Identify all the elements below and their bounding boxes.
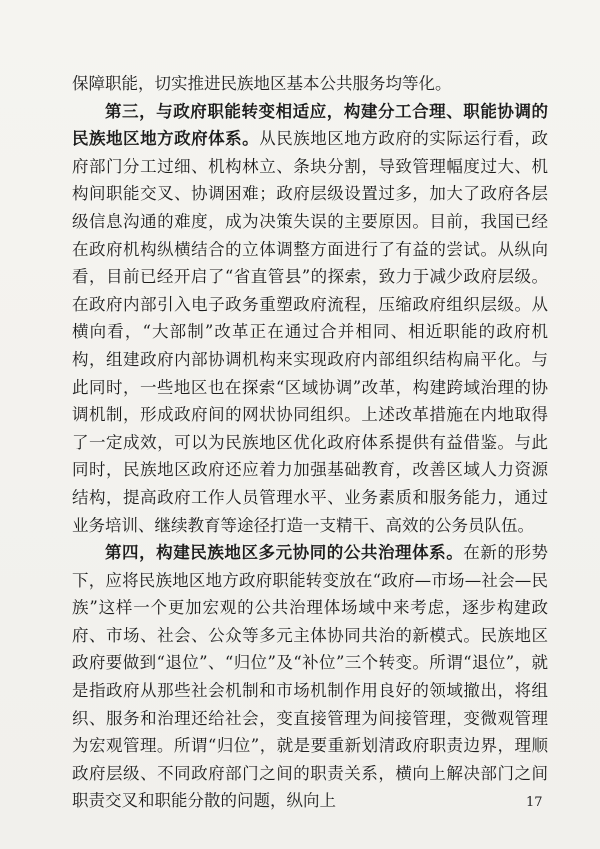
paragraph-1-body: 保障职能，切实推进民族地区基本公共服务均等化。 bbox=[72, 74, 452, 93]
paragraph-3-heading: 第四，构建民族地区多元协同的公共治理体系。 bbox=[105, 543, 464, 563]
paragraph-1 bbox=[72, 70, 548, 98]
body-text bbox=[72, 70, 548, 815]
paragraph-3 bbox=[72, 539, 548, 815]
page-number: 17 bbox=[526, 795, 543, 810]
paragraph-3-body: 在新的形势下，应将民族地区地方政府职能转变放在“政府—市场—社会—民族”这样一个更加宏观的公共治理体场域中来考虑，逐步构建政府、市场、社会、公众等多元主体协同共治的新模式。民族地区政府要做到“退位”、“归位”及“补位”三个转变。所谓“退位”，就是指政府从那些社会机制和市场机制作用良好的领域撤出，将组织、服务和治理还给社会，变直接管理为间接管理，变微观管理为宏观管理。所谓“归位”，就是要重新划清政府职责边界，理顺政府层级、不同政府部门之间的职责关系，横向上解决部门之间职责交叉和职能分散的问题，纵向上 bbox=[72, 543, 549, 811]
paragraph-2-heading: 第三，与政府职能转变相适应，构建分工合理、职能协调的民族地区地方政府体系。 bbox=[72, 101, 548, 149]
paragraph-2-body: 从民族地区地方政府的实际运行看，政府部门分工过细、机构林立、条块分割，导致管理幅度过大、机构间职能交叉、协调困难；政府层级设置过多，加大了政府各层级信息沟通的难度，成为决策失误的主要原因。目前，我国已经在政府机构纵横结合的立体调整方面进行了有益的尝试。从纵向看，目前已经开启了“省直管县”的探索，致力于减少政府层级。在政府内部引入电子政务重塑政府流程，压缩政府组织层级。从横向看，“大部制”改革正在通过合并相同、相近职能的政府机构，组建政府内部协调机构来实现政府内部组织结构扁平化。与此同时，一些地区也在探索“区域协调”改革，构建跨域治理的协调机制，形成政府间的网状协同组织。上述改革措施在内地取得了一定成效，可以为民族地区优化政府体系提供有益借鉴。与此同时，民族地区政府还应着力加强基础教育，改善区域人力资源结构，提高政府工作人员管理水平、业务素质和服务能力，通过业务培训、继续教育等途径打造一支精干、高效的公务员队伍。 bbox=[72, 129, 549, 535]
paragraph-2 bbox=[72, 98, 548, 540]
